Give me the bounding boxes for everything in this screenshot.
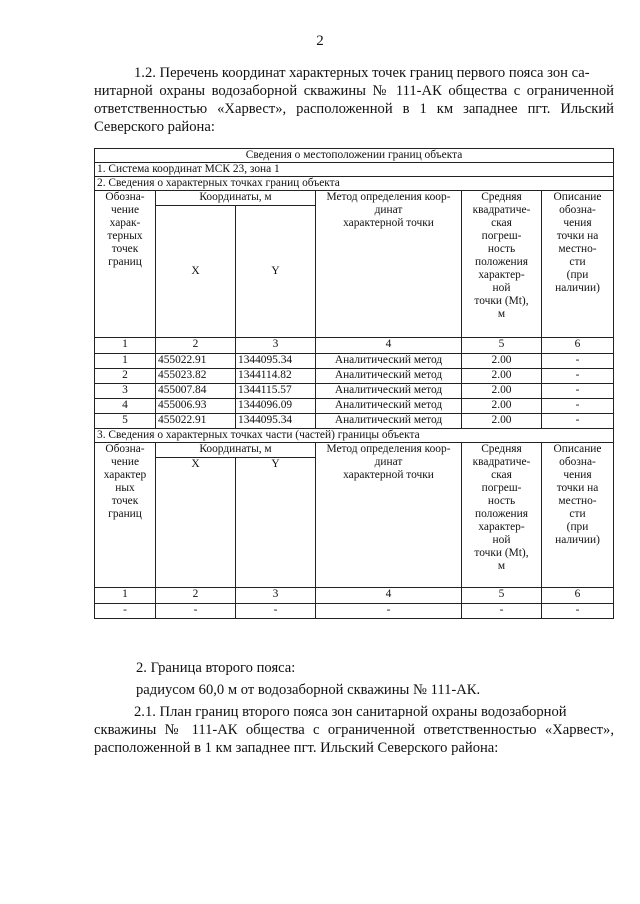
col-number: 1 <box>95 338 156 354</box>
section-21-rest: скважины № 111-АК общества с ограниченной ответственностью «Харвест», расположенной в 1 км западнее пгт. Ильский Северского района: <box>94 722 614 756</box>
section-points-heading: 2. Сведения о характерных точках границ объекта <box>95 177 614 191</box>
section-21-paragraph <box>94 703 614 757</box>
point-x: 455006.93 <box>156 399 236 414</box>
point-desc: - <box>542 399 614 414</box>
intro-paragraph <box>94 64 614 136</box>
table-row <box>95 414 614 429</box>
table-row <box>95 369 614 384</box>
col-error-header: Средняя квадратиче- ская погреш- ность положения характер- ной точки (Mt), м <box>462 443 542 588</box>
col-number: 3 <box>236 588 316 604</box>
coordinates-table <box>94 148 614 619</box>
point-y: 1344096.09 <box>236 399 316 414</box>
point-x: 455023.82 <box>156 369 236 384</box>
point-y: 1344095.34 <box>236 414 316 429</box>
point-mt: 2.00 <box>462 354 542 369</box>
point-mt: 2.00 <box>462 399 542 414</box>
point-method: Аналитический метод <box>316 354 462 369</box>
col-number: 4 <box>316 338 462 354</box>
section-2-title: 2. Граница второго пояса: <box>136 660 296 676</box>
col-y-header: Y <box>236 458 316 588</box>
dash-cell: - <box>316 604 462 619</box>
point-method: Аналитический метод <box>316 414 462 429</box>
col-desc-header: Описание обозна- чения точки на местно- сти (при наличии) <box>542 443 614 588</box>
col-designation-header: Обозна- чение харак- терных точек границ <box>95 191 156 338</box>
col-desc-header: Описание обозна- чения точки на местно- сти (при наличии) <box>542 191 614 338</box>
point-method: Аналитический метод <box>316 399 462 414</box>
section-21-first-line: 2.1. План границ второго пояса зон санитарной охраны водозаборной <box>134 704 567 720</box>
point-desc: - <box>542 414 614 429</box>
point-number: 3 <box>95 384 156 399</box>
point-method: Аналитический метод <box>316 384 462 399</box>
table-row <box>95 604 614 619</box>
point-desc: - <box>542 369 614 384</box>
dash-cell: - <box>95 604 156 619</box>
table-row <box>95 354 614 369</box>
col-method-header: Метод определения коор- динат характерной точки <box>316 443 462 588</box>
table-row <box>95 399 614 414</box>
point-number: 4 <box>95 399 156 414</box>
col-x-header: X <box>156 206 236 338</box>
dash-cell: - <box>156 604 236 619</box>
col-number: 4 <box>316 588 462 604</box>
col-number: 3 <box>236 338 316 354</box>
col-designation-header: Обозна- чение характер ных точек границ <box>95 443 156 588</box>
col-number: 6 <box>542 588 614 604</box>
point-desc: - <box>542 384 614 399</box>
col-y-header: Y <box>236 206 316 338</box>
point-y: 1344115.57 <box>236 384 316 399</box>
dash-cell: - <box>542 604 614 619</box>
col-number: 5 <box>462 588 542 604</box>
page-number: 2 <box>316 33 324 49</box>
point-number: 1 <box>95 354 156 369</box>
point-number: 5 <box>95 414 156 429</box>
dash-cell: - <box>462 604 542 619</box>
col-x-header: X <box>156 458 236 588</box>
col-method-header: Метод определения коор- динат характерной точки <box>316 191 462 338</box>
col-number: 2 <box>156 338 236 354</box>
col-coords-header: Координаты, м <box>156 191 316 206</box>
point-desc: - <box>542 354 614 369</box>
point-mt: 2.00 <box>462 369 542 384</box>
point-mt: 2.00 <box>462 414 542 429</box>
table-row <box>95 384 614 399</box>
col-number: 1 <box>95 588 156 604</box>
col-number: 6 <box>542 338 614 354</box>
point-number: 2 <box>95 369 156 384</box>
table-title: Сведения о местоположении границ объекта <box>95 149 614 163</box>
point-x: 455022.91 <box>156 414 236 429</box>
intro-rest: нитарной охраны водозаборной скважины № 111-АК общества с ограниченной ответственностью «Харвест», расположенной в 1 км западнее пгт. Ильский Северского района: <box>94 83 614 135</box>
col-number: 5 <box>462 338 542 354</box>
point-method: Аналитический метод <box>316 369 462 384</box>
point-mt: 2.00 <box>462 384 542 399</box>
section-parts-heading: 3. Сведения о характерных точках части (частей) границы объекта <box>95 429 614 443</box>
point-y: 1344095.34 <box>236 354 316 369</box>
point-x: 455007.84 <box>156 384 236 399</box>
section-2-radius: радиусом 60,0 м от водозаборной скважины № 111-АК. <box>136 682 481 698</box>
col-number: 2 <box>156 588 236 604</box>
section-coord-system: 1. Система координат МСК 23, зона 1 <box>95 163 614 177</box>
col-error-header: Средняя квадратиче- ская погреш- ность положения характер- ной точки (Mt), м <box>462 191 542 338</box>
dash-cell: - <box>236 604 316 619</box>
point-x: 455022.91 <box>156 354 236 369</box>
col-coords-header: Координаты, м <box>156 443 316 458</box>
intro-first-line: 1.2. Перечень координат характерных точек границ первого пояса зон са- <box>134 65 590 81</box>
point-y: 1344114.82 <box>236 369 316 384</box>
